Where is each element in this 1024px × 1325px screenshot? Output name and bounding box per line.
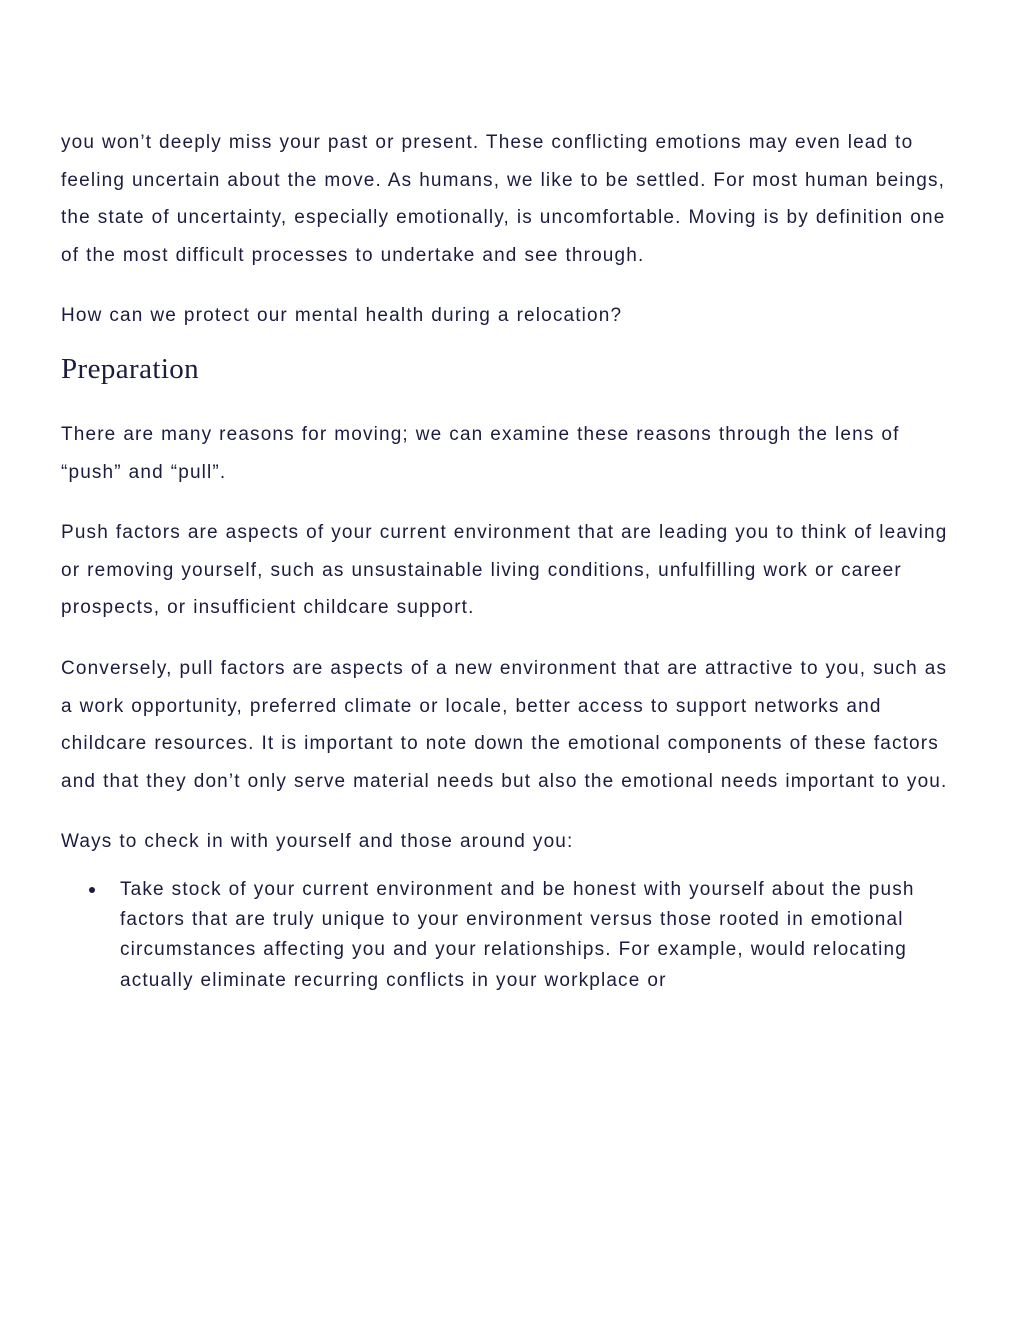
paragraph-push-factors: Push factors are aspects of your current environment that are leading you to think of leaving or removing yourself, such as unsustainable living conditions, unfulfilling work or career prospects, or insufficient childcare support. bbox=[61, 522, 948, 619]
list-item bbox=[120, 875, 961, 996]
paragraph-checkin-intro: Ways to check in with yourself and those around you: bbox=[61, 831, 574, 853]
section-heading: Preparation bbox=[61, 352, 200, 385]
paragraph-pull-factors: Conversely, pull factors are aspects of a new environment that are attractive to you, such as a work opportunity, preferred climate or locale, better access to support networks and childcare resources. It is important to note down the emotional components of these factors and that they don’t only serve material needs but also the emotional needs important to you. bbox=[61, 657, 948, 792]
list-item-text: Take stock of your current environment and be honest with yourself about the push factors that are truly unique to your environment versus those rooted in emotional circumstances affecting you and your relationships. For example, would relocating actually eliminate recurring conflicts in your workplace or bbox=[120, 878, 915, 991]
checkin-bullet-list bbox=[61, 875, 961, 996]
paragraph-question: How can we protect our mental health during a relocation? bbox=[61, 305, 623, 327]
paragraph-intro: you won’t deeply miss your past or present. These conflicting emotions may even lead to feeling uncertain about the move. As humans, we like to be settled. For most human beings, the state of uncertainty, especially emotionally, is uncomfortable. Moving is by definition one of the most difficult processes to undertake and see through. bbox=[61, 132, 946, 266]
bullet-dot-icon bbox=[89, 887, 95, 893]
document-body bbox=[61, 124, 961, 996]
paragraph-reasons: There are many reasons for moving; we can examine these reasons through the lens of “push” and “pull”. bbox=[61, 423, 900, 483]
